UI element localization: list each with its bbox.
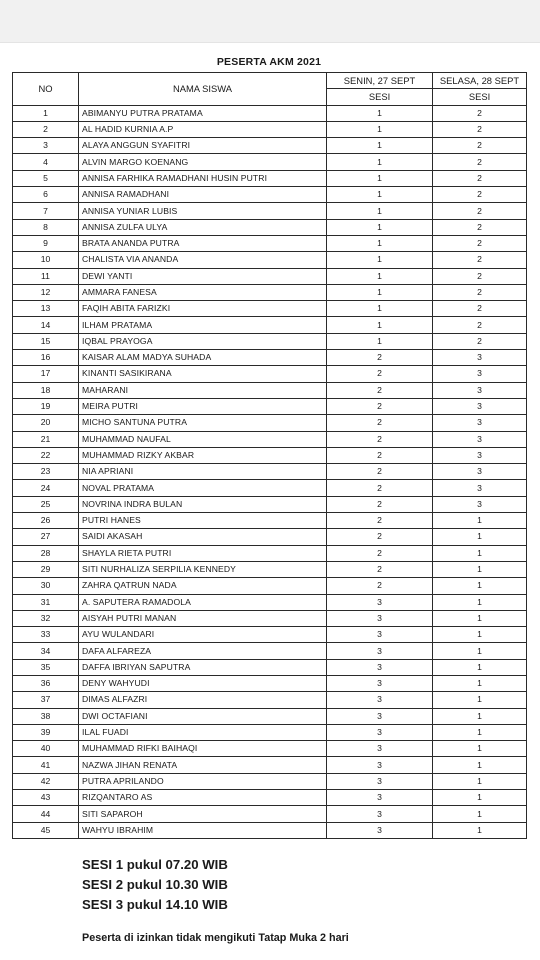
row-number: 1 [13, 105, 79, 121]
row-number: 38 [13, 708, 79, 724]
session-monday: 1 [327, 333, 433, 349]
student-name: ZAHRA QATRUN NADA [79, 578, 327, 594]
row-number: 35 [13, 659, 79, 675]
row-number: 5 [13, 170, 79, 186]
row-number: 7 [13, 203, 79, 219]
session-monday: 1 [327, 268, 433, 284]
table-row [13, 317, 527, 333]
student-name: ILAL FUADI [79, 724, 327, 740]
session-tuesday: 1 [433, 513, 527, 529]
session-tuesday: 2 [433, 333, 527, 349]
table-row [13, 138, 527, 154]
session-monday: 1 [327, 235, 433, 251]
table-row [13, 545, 527, 561]
student-name: MUHAMMAD RIZKY AKBAR [79, 447, 327, 463]
session-monday: 2 [327, 382, 433, 398]
session-tuesday: 1 [433, 675, 527, 691]
session-tuesday: 1 [433, 692, 527, 708]
table-row [13, 578, 527, 594]
student-name: WAHYU IBRAHIM [79, 822, 327, 838]
row-number: 32 [13, 610, 79, 626]
row-number: 27 [13, 529, 79, 545]
table-row [13, 398, 527, 414]
session-tuesday: 3 [433, 382, 527, 398]
session-tuesday: 1 [433, 822, 527, 838]
student-name: IQBAL PRAYOGA [79, 333, 327, 349]
session-tuesday: 1 [433, 773, 527, 789]
session-monday: 1 [327, 187, 433, 203]
student-name: ANNISA FARHIKA RAMADHANI HUSIN PUTRI [79, 170, 327, 186]
row-number: 31 [13, 594, 79, 610]
student-name: ANNISA YUNIAR LUBIS [79, 203, 327, 219]
table-row [13, 610, 527, 626]
session-monday: 3 [327, 741, 433, 757]
session-tuesday: 2 [433, 170, 527, 186]
row-number: 41 [13, 757, 79, 773]
session-monday: 2 [327, 529, 433, 545]
session-monday: 1 [327, 284, 433, 300]
row-number: 23 [13, 464, 79, 480]
row-number: 37 [13, 692, 79, 708]
table-row [13, 252, 527, 268]
session-monday: 3 [327, 692, 433, 708]
row-number: 28 [13, 545, 79, 561]
session-monday: 2 [327, 545, 433, 561]
header-day-monday: SENIN, 27 SEPT [327, 73, 433, 89]
session-monday: 1 [327, 138, 433, 154]
table-row [13, 790, 527, 806]
row-number: 11 [13, 268, 79, 284]
row-number: 13 [13, 301, 79, 317]
student-name: PUTRA APRILANDO [79, 773, 327, 789]
row-number: 19 [13, 398, 79, 414]
table-row [13, 366, 527, 382]
session-tuesday: 1 [433, 806, 527, 822]
table-row [13, 757, 527, 773]
student-name: SITI NURHALIZA SERPILIA KENNEDY [79, 561, 327, 577]
session-tuesday: 2 [433, 219, 527, 235]
session-tuesday: 1 [433, 545, 527, 561]
session-tuesday: 1 [433, 724, 527, 740]
table-row [13, 105, 527, 121]
student-name: NOVAL PRATAMA [79, 480, 327, 496]
session-tuesday: 2 [433, 268, 527, 284]
session-tuesday: 3 [433, 398, 527, 414]
student-name: MEIRA PUTRI [79, 398, 327, 414]
student-name: FAQIH ABITA FARIZKI [79, 301, 327, 317]
row-number: 44 [13, 806, 79, 822]
session-monday: 3 [327, 773, 433, 789]
student-name: SITI SAPAROH [79, 806, 327, 822]
student-name: ALAYA ANGGUN SYAFITRI [79, 138, 327, 154]
session-monday: 3 [327, 708, 433, 724]
session-tuesday: 2 [433, 154, 527, 170]
student-name: CHALISTA VIA ANANDA [79, 252, 327, 268]
student-name: AISYAH PUTRI MANAN [79, 610, 327, 626]
header-session-monday: SESI [327, 89, 433, 105]
session-tuesday: 2 [433, 252, 527, 268]
student-name: DENY WAHYUDI [79, 675, 327, 691]
row-number: 6 [13, 187, 79, 203]
student-name: DAFA ALFAREZA [79, 643, 327, 659]
session-1-time: SESI 1 pukul 07.20 WIB [82, 857, 228, 872]
session-tuesday: 1 [433, 659, 527, 675]
student-name: NAZWA JIHAN RENATA [79, 757, 327, 773]
session-monday: 2 [327, 398, 433, 414]
session-tuesday: 1 [433, 561, 527, 577]
session-monday: 3 [327, 757, 433, 773]
table-row [13, 806, 527, 822]
session-monday: 1 [327, 203, 433, 219]
row-number: 45 [13, 822, 79, 838]
table-row [13, 561, 527, 577]
table-row [13, 627, 527, 643]
student-name: NIA APRIANI [79, 464, 327, 480]
session-tuesday: 2 [433, 187, 527, 203]
student-name: DEWI YANTI [79, 268, 327, 284]
row-number: 17 [13, 366, 79, 382]
session-monday: 3 [327, 627, 433, 643]
table-row [13, 513, 527, 529]
row-number: 2 [13, 121, 79, 137]
table-row [13, 121, 527, 137]
row-number: 25 [13, 496, 79, 512]
row-number: 3 [13, 138, 79, 154]
student-name: MICHO SANTUNA PUTRA [79, 415, 327, 431]
row-number: 15 [13, 333, 79, 349]
table-row [13, 219, 527, 235]
row-number: 22 [13, 447, 79, 463]
session-monday: 2 [327, 480, 433, 496]
session-tuesday: 1 [433, 529, 527, 545]
header-row-days [13, 73, 527, 89]
student-name: AYU WULANDARI [79, 627, 327, 643]
student-name: AL HADID KURNIA A.P [79, 121, 327, 137]
session-tuesday: 2 [433, 301, 527, 317]
session-tuesday: 3 [433, 496, 527, 512]
table-row [13, 170, 527, 186]
session-tuesday: 2 [433, 203, 527, 219]
student-name: ANNISA ZULFA ULYA [79, 219, 327, 235]
row-number: 20 [13, 415, 79, 431]
session-monday: 2 [327, 578, 433, 594]
table-row [13, 692, 527, 708]
table-row [13, 464, 527, 480]
student-name: DAFFA IBRIYAN SAPUTRA [79, 659, 327, 675]
table-row [13, 154, 527, 170]
session-tuesday: 1 [433, 757, 527, 773]
session-tuesday: 2 [433, 235, 527, 251]
session-tuesday: 3 [433, 464, 527, 480]
participant-table [12, 72, 527, 839]
session-monday: 3 [327, 643, 433, 659]
student-name: PUTRI HANES [79, 513, 327, 529]
student-name: ABIMANYU PUTRA PRATAMA [79, 105, 327, 121]
row-number: 42 [13, 773, 79, 789]
table-row [13, 333, 527, 349]
session-tuesday: 1 [433, 627, 527, 643]
table-row [13, 529, 527, 545]
session-tuesday: 1 [433, 578, 527, 594]
table-row [13, 447, 527, 463]
table-row [13, 708, 527, 724]
session-monday: 3 [327, 610, 433, 626]
session-monday: 1 [327, 301, 433, 317]
table-row [13, 187, 527, 203]
student-name: RIZQANTARO AS [79, 790, 327, 806]
table-row [13, 643, 527, 659]
session-monday: 2 [327, 496, 433, 512]
session-monday: 2 [327, 366, 433, 382]
session-tuesday: 2 [433, 138, 527, 154]
row-number: 39 [13, 724, 79, 740]
student-name: A. SAPUTERA RAMADOLA [79, 594, 327, 610]
session-tuesday: 3 [433, 480, 527, 496]
student-name: MAHARANI [79, 382, 327, 398]
student-name: KAISAR ALAM MADYA SUHADA [79, 350, 327, 366]
student-name: KINANTI SASIKIRANA [79, 366, 327, 382]
session-tuesday: 3 [433, 447, 527, 463]
session-tuesday: 3 [433, 350, 527, 366]
session-monday: 3 [327, 806, 433, 822]
session-tuesday: 2 [433, 284, 527, 300]
row-number: 10 [13, 252, 79, 268]
student-name: ALVIN MARGO KOENANG [79, 154, 327, 170]
session-tuesday: 1 [433, 594, 527, 610]
row-number: 24 [13, 480, 79, 496]
session-monday: 3 [327, 594, 433, 610]
table-row [13, 724, 527, 740]
row-number: 18 [13, 382, 79, 398]
table-row [13, 268, 527, 284]
session-schedule [82, 855, 228, 915]
row-number: 14 [13, 317, 79, 333]
session-tuesday: 1 [433, 643, 527, 659]
session-monday: 1 [327, 252, 433, 268]
header-no: NO [13, 73, 79, 106]
student-name: DWI OCTAFIANI [79, 708, 327, 724]
session-tuesday: 2 [433, 317, 527, 333]
table-row [13, 382, 527, 398]
student-name: MUHAMMAD RIFKI BAIHAQI [79, 741, 327, 757]
session-tuesday: 3 [433, 366, 527, 382]
session-monday: 3 [327, 659, 433, 675]
session-monday: 1 [327, 154, 433, 170]
student-name: AMMARA FANESA [79, 284, 327, 300]
session-tuesday: 3 [433, 431, 527, 447]
student-name: BRATA ANANDA PUTRA [79, 235, 327, 251]
table-row [13, 415, 527, 431]
table-row [13, 284, 527, 300]
session-2-time: SESI 2 pukul 10.30 WIB [82, 877, 228, 892]
session-tuesday: 2 [433, 105, 527, 121]
row-number: 43 [13, 790, 79, 806]
row-number: 12 [13, 284, 79, 300]
session-tuesday: 1 [433, 708, 527, 724]
session-monday: 2 [327, 513, 433, 529]
session-tuesday: 1 [433, 610, 527, 626]
row-number: 40 [13, 741, 79, 757]
session-monday: 2 [327, 431, 433, 447]
table-row [13, 203, 527, 219]
table-row [13, 350, 527, 366]
document-title: PESERTA AKM 2021 [216, 56, 322, 68]
viewer-top-bar [0, 0, 540, 43]
header-name: NAMA SISWA [79, 73, 327, 106]
table-row [13, 235, 527, 251]
row-number: 16 [13, 350, 79, 366]
session-tuesday: 3 [433, 415, 527, 431]
table-row [13, 496, 527, 512]
session-tuesday: 1 [433, 741, 527, 757]
session-tuesday: 1 [433, 790, 527, 806]
row-number: 4 [13, 154, 79, 170]
student-name: SHAYLA RIETA PUTRI [79, 545, 327, 561]
session-tuesday: 2 [433, 121, 527, 137]
row-number: 8 [13, 219, 79, 235]
session-monday: 2 [327, 464, 433, 480]
student-name: SAIDI AKASAH [79, 529, 327, 545]
session-monday: 2 [327, 415, 433, 431]
table-row [13, 431, 527, 447]
header-session-tuesday: SESI [433, 89, 527, 105]
student-name: ILHAM PRATAMA [79, 317, 327, 333]
student-name: ANNISA RAMADHANI [79, 187, 327, 203]
session-monday: 1 [327, 105, 433, 121]
row-number: 26 [13, 513, 79, 529]
table-row [13, 675, 527, 691]
row-number: 36 [13, 675, 79, 691]
row-number: 21 [13, 431, 79, 447]
session-monday: 2 [327, 447, 433, 463]
row-number: 30 [13, 578, 79, 594]
row-number: 33 [13, 627, 79, 643]
header-day-tuesday: SELASA, 28 SEPT [433, 73, 527, 89]
session-monday: 2 [327, 561, 433, 577]
student-name: MUHAMMAD NAUFAL [79, 431, 327, 447]
student-name: NOVRINA INDRA BULAN [79, 496, 327, 512]
attendance-note: Peserta di izinkan tidak mengikuti Tatap Muka 2 hari [82, 932, 349, 944]
session-monday: 1 [327, 170, 433, 186]
session-monday: 1 [327, 121, 433, 137]
session-monday: 3 [327, 790, 433, 806]
participant-table-body [13, 105, 527, 838]
student-name: DIMAS ALFAZRI [79, 692, 327, 708]
row-number: 9 [13, 235, 79, 251]
session-monday: 1 [327, 219, 433, 235]
session-monday: 3 [327, 822, 433, 838]
table-row [13, 741, 527, 757]
row-number: 34 [13, 643, 79, 659]
session-monday: 3 [327, 724, 433, 740]
session-monday: 3 [327, 675, 433, 691]
session-3-time: SESI 3 pukul 14.10 WIB [82, 897, 228, 912]
table-row [13, 301, 527, 317]
table-row [13, 480, 527, 496]
table-row [13, 773, 527, 789]
session-monday: 1 [327, 317, 433, 333]
table-row [13, 659, 527, 675]
row-number: 29 [13, 561, 79, 577]
session-monday: 2 [327, 350, 433, 366]
table-row [13, 822, 527, 838]
table-row [13, 594, 527, 610]
